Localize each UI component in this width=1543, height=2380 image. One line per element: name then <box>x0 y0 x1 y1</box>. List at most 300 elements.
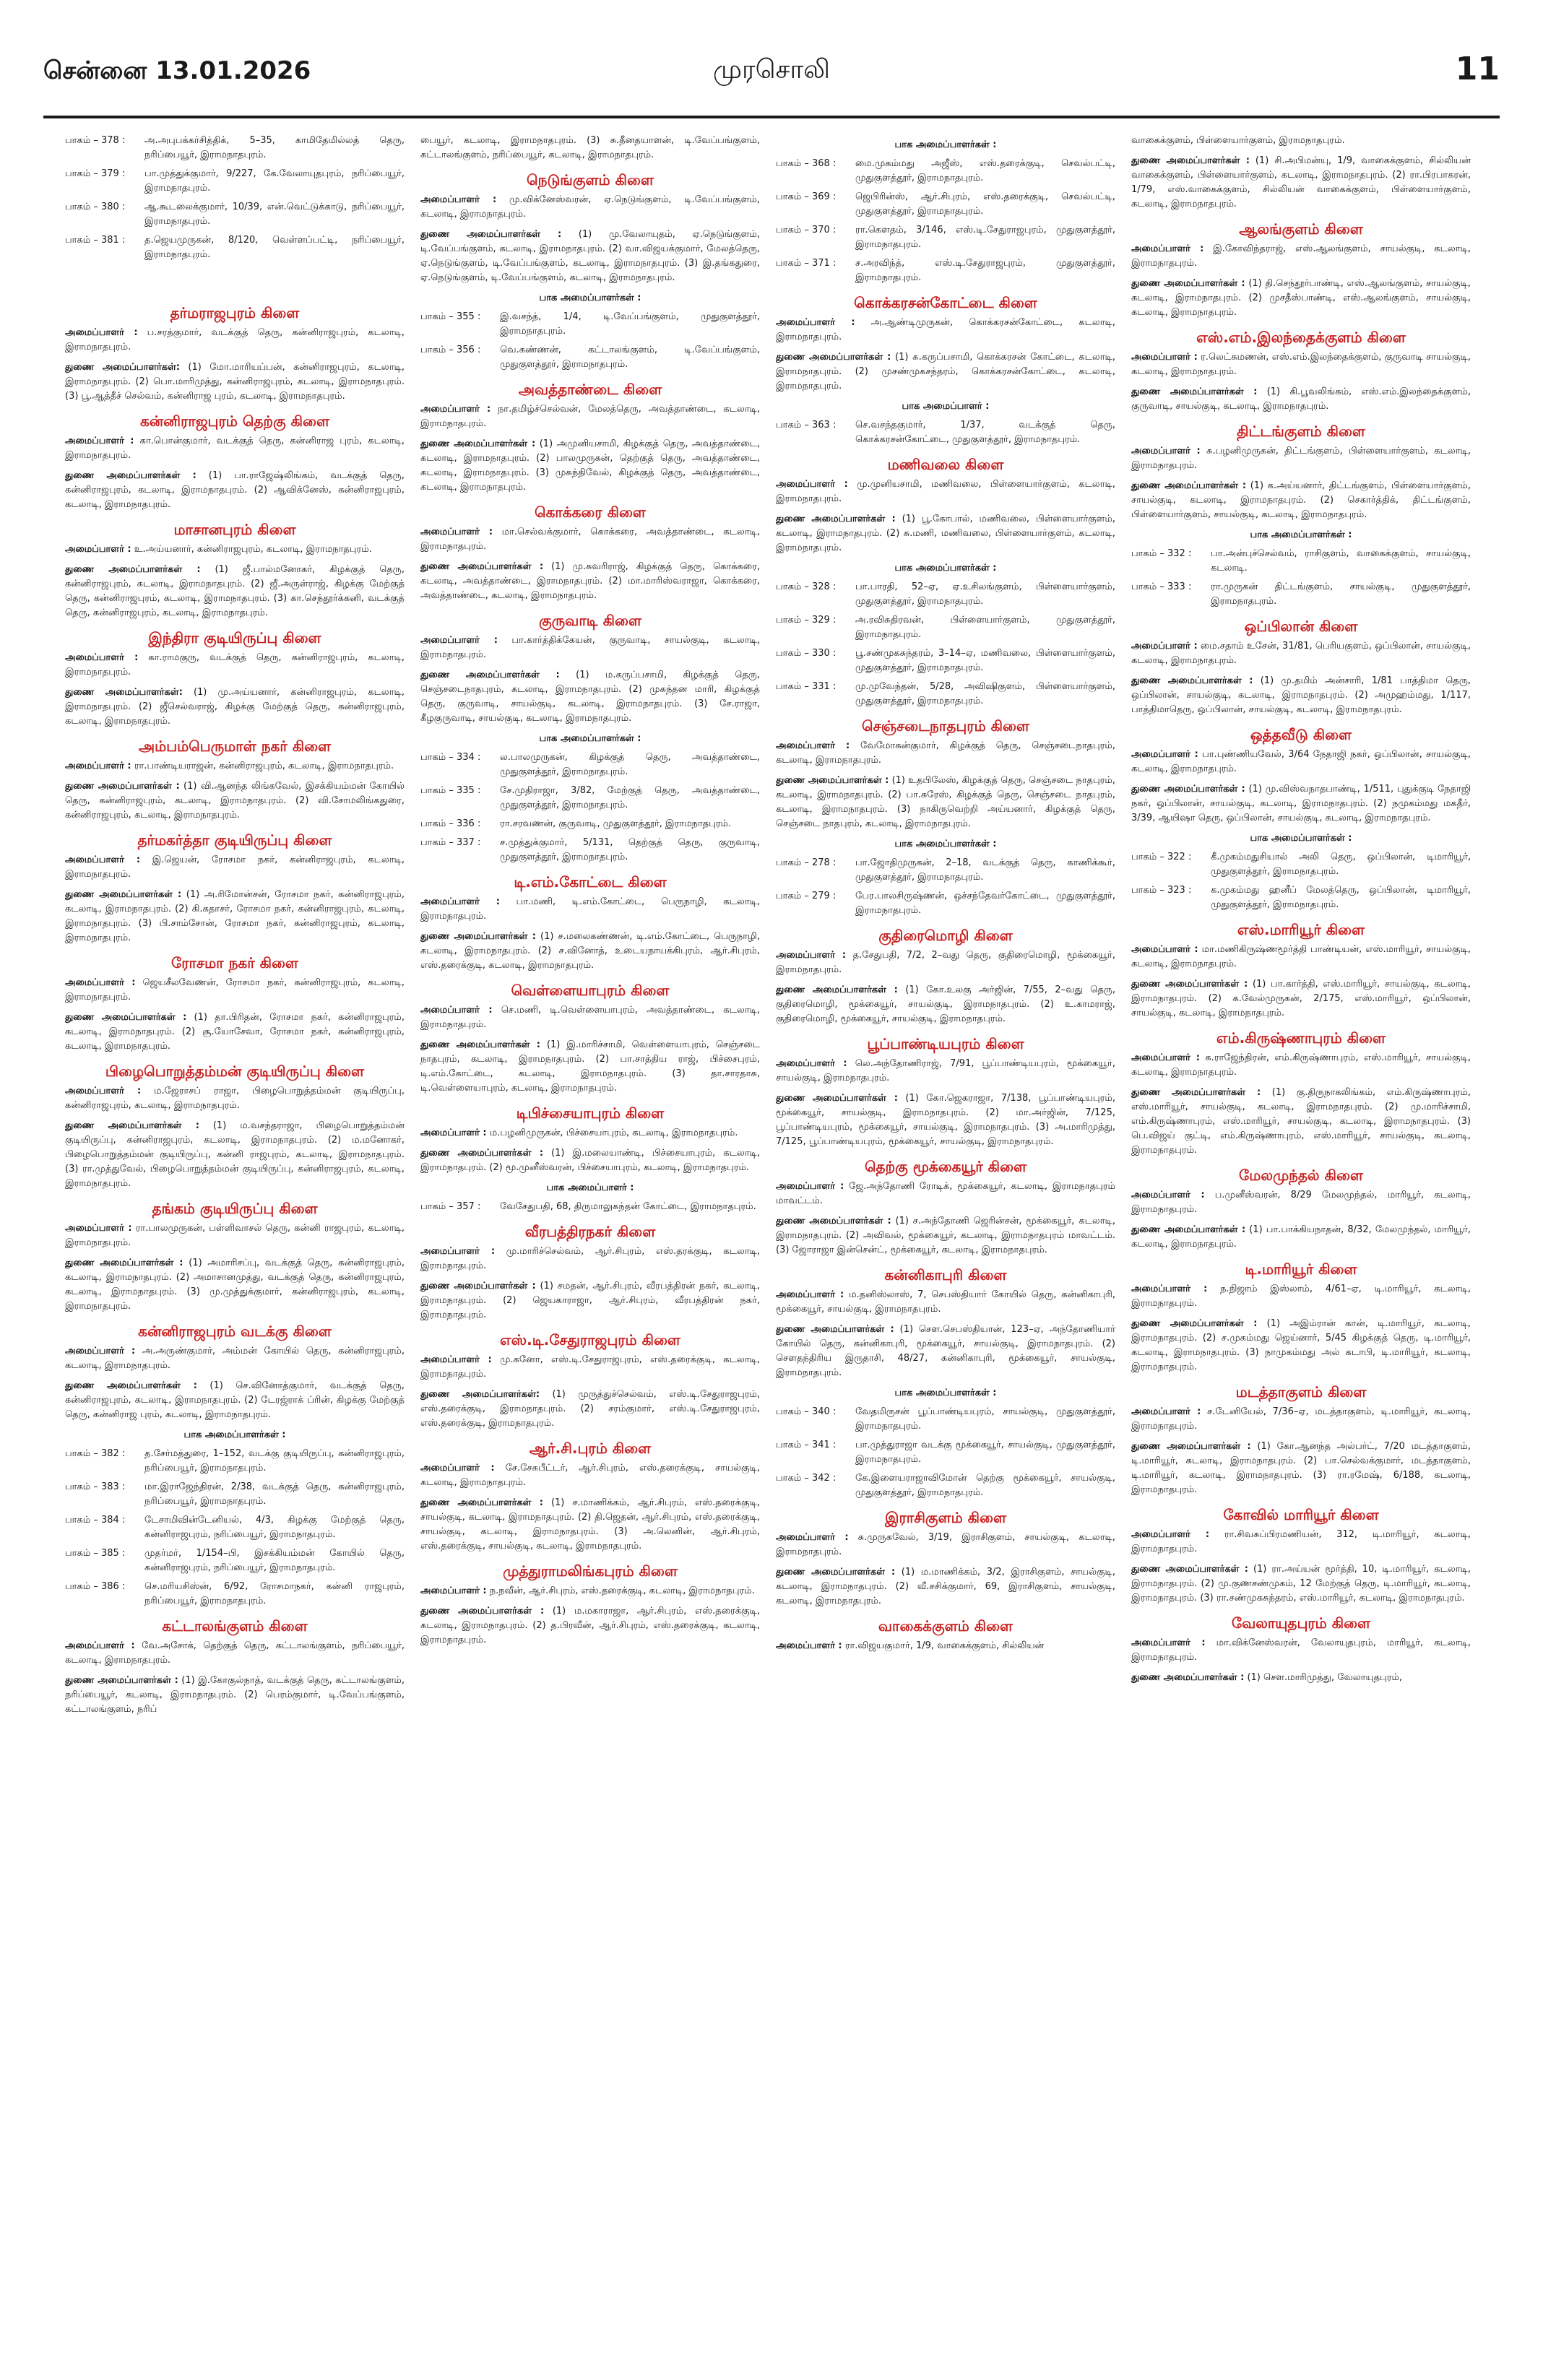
ward-entry <box>420 343 760 372</box>
appointee-details: ப.முனீஸ்வரன், 8/29 மேலமுந்தல், மாரியூர், கடலாடி, இராமநாதபுரம். <box>1131 1190 1471 1215</box>
role-label: துணை அமைப்பாளர்கள் : <box>1131 1318 1258 1329</box>
role-label: துணை அமைப்பாளர்கள் : <box>420 1497 543 1508</box>
appointee-details: (1) பா.ராஜேஷ்லிங்கம், வடக்குத் தெரு, கன்னிராஜபுரம், கடலாடி, இராமநாதபுரம். (2) ஆவிக்னேஸ், கன்னிராஜபுரம், கடலாடி, இராமநாதபுரம். <box>65 470 405 510</box>
appointment-paragraph <box>65 542 405 557</box>
appointee-details: மு.விக்னேஸ்வரன், ஏ.நெடுங்குளம், டி.வேப்பங்குளம், கடலாடி, இராமநாதபுரம். <box>420 194 760 220</box>
appointee-details: (1) இ.மாரிச்சாமி, வெள்ளையாபுரம், செஞ்சடை நாதபுரம், கடலாடி, இராமநாதபுரம். (2) பா.சாத்திய ராஜ், பிச்சைபுரம், டி.எம்.கோட்டை, கடலாடி, இராமநாதபுரம். (3) தா.சாரதாசு, டி.வெள்ளையாபுரம், கடலாடி, இராமநாதபுரம். <box>420 1039 760 1094</box>
branch-heading: மணிவலை கிளை <box>887 456 1004 473</box>
role-label: துணை அமைப்பாளர்கள் : <box>65 1012 187 1023</box>
role-label: துணை அமைப்பாளர்கள் : <box>65 1675 178 1686</box>
appointment-paragraph <box>420 1496 760 1554</box>
appointment-paragraph <box>776 1323 1115 1380</box>
appointment-paragraph <box>65 1379 405 1422</box>
appointment-paragraph <box>65 976 405 1005</box>
appointment-paragraph <box>1131 1671 1471 1685</box>
role-label: அமைப்பாளர் : <box>1131 641 1198 652</box>
role-label: துணை அமைப்பாளர்கள் : <box>1131 1672 1245 1683</box>
appointee-details: (1) ச.மாணிக்கம், ஆர்.சிபுரம், எஸ்.தரைக்குடி, சாயல்குடி, கடலாடி, இராமநாதபுரம். (2) தி.ஜெதன், ஆர்.சிபுரம், எஸ்.தரைக்குடி, சாயல்குடி, கடலாடி, இராமநாதபுரம். (3) அ.லெனின், ஆர்.சிபுரம், எஸ்.தரைக்குடி, சாயல்குடி, கடலாடி, இராமநாதபுரம். <box>420 1497 760 1552</box>
appointment-paragraph <box>776 512 1115 555</box>
appointee-details: (1) ம.கருப்பசாமி, கிழக்குத் தெரு, செஞ்சடைநாதபுரம், கடலாடி, இராமநாதபுரம். (2) முசுந்தன மாரி, கிழக்குத் தெரு, குருவாடி, சாயல்குடி, கடலாடி, இராமநாதபுரம். (3) சே.ராஜா, கீழகுருவாடி, சாயல்குடி, கடலாடி, இராமநாதபுரம். <box>420 670 760 724</box>
ward-number: பாகம் – 322 : <box>1131 852 1192 862</box>
ward-entry <box>1131 883 1471 912</box>
ward-entry <box>65 1447 405 1476</box>
role-label: அமைப்பாளர் : <box>420 1128 487 1138</box>
appointment-paragraph <box>420 228 760 285</box>
appointee-details: (1) தி.செந்தூர்பாண்டி, எஸ்.ஆலங்குளம், சாயல்குடி, கடலாடி, இராமநாதபுரம். (2) முசதீஸ்பாண்டி, எஸ்.ஆலங்குளம், சாயல்குடி, கடலாடி, இராமநாதபுரம். <box>1131 278 1471 318</box>
appointment-paragraph <box>65 563 405 620</box>
ward-entry <box>420 817 760 831</box>
appointment-paragraph <box>776 983 1115 1026</box>
appointment-paragraph <box>1131 782 1471 826</box>
branch-heading: தர்மகர்த்தா குடியிருப்பு கிளை <box>137 831 332 849</box>
role-label: துணை அமைப்பாளர்கள் : <box>776 514 896 524</box>
appointment-paragraph <box>65 853 405 882</box>
role-label: அமைப்பாளர் : <box>65 854 141 865</box>
appointee-details: (1) மு.சுவரிராஜ், கிழக்குத் தெரு, கொக்கரை, கடலாடி, அவத்தாண்டை, இராமநாதபுரம். (2) மா.மாரிஸ்வராஜா, கொக்கரை, அவத்தாண்டை, கடலாடி, இராமநாதபுரம். <box>420 561 760 601</box>
appointment-paragraph <box>776 1639 1115 1653</box>
ward-number: பாகம் – 336 : <box>420 818 481 829</box>
column-1 <box>65 134 405 2358</box>
ward-number: பாகம் – 370 : <box>776 225 837 235</box>
appointment-paragraph <box>776 948 1115 977</box>
appointee-details: மை.சதாம் உசேன், 31/81, பெரியகுளம், ஒப்பிலான், சாயல்குடி, கடலாடி, இராமநாதபுரம். <box>1131 641 1471 666</box>
branch-heading: மாசானபுரம் கிளை <box>173 521 296 538</box>
role-label: துணை அமைப்பாளர்கள் : <box>420 561 544 572</box>
appointment-paragraph <box>1131 639 1471 668</box>
appointee-details: ந.நவீன், ஆர்.சிபுரம், எஸ்.தரைக்குடி, கடலாடி, இராமநாதபுரம். <box>489 1585 755 1596</box>
role-label: அமைப்பாளர் : <box>1131 243 1204 254</box>
column-4 <box>1131 134 1471 2358</box>
appointment-paragraph <box>420 1461 760 1490</box>
appointment-paragraph <box>65 888 405 945</box>
ward-appointee: ஜெபிரின்ஸ், ஆர்.சிபுரம், எஸ்.தரைக்குடி, செவல்பட்டி, முதுகுளத்தூர், இராமநாதபுரம். <box>855 191 1115 217</box>
appointee-details: வே.அசோக், தெற்குத் தெரு, கட்டாலங்குளம், நரிப்பையூர், கடலாடி, இராமநாதபுரம். <box>65 1640 405 1666</box>
role-label: அமைப்பாளர் : <box>65 544 131 555</box>
role-label: அமைப்பாளர் : <box>420 527 493 537</box>
role-label: அமைப்பாளர் : <box>420 404 491 415</box>
role-label: துணை அமைப்பாளர்கள் : <box>1131 979 1248 990</box>
ward-appointee: ல.பாலமுருகன், கிழக்குத் தெரு, அவத்தாண்டை, முதுகுளத்தூர், இராமநாதபுரம். <box>500 752 760 777</box>
branch-heading: பிழைபொறுத்தம்மன் குடியிருப்பு கிளை <box>105 1063 365 1080</box>
appointment-paragraph <box>1131 154 1471 212</box>
appointment-paragraph <box>776 477 1115 506</box>
appointment-paragraph <box>776 1057 1115 1086</box>
role-label: துணை அமைப்பாளர்கள் : <box>776 1324 894 1335</box>
appointment-paragraph <box>65 685 405 729</box>
appointee-details: (1) சௌ.மாரிமுத்து, வேலாயுதபுரம், <box>1247 1672 1403 1683</box>
branch-heading: டி.மாரியூர் கிளை <box>1245 1260 1357 1278</box>
ward-number: பாகம் – 368 : <box>776 158 837 169</box>
ward-appointee: அ.ரவிசுதிரவன், பிள்ளையார்குளம், முதுகுளத்தூர், இராமநாதபுரம். <box>855 615 1115 640</box>
ward-entry <box>65 1480 405 1509</box>
appointee-details: (1) மு.வேலாயுதம், ஏ.நெடுங்குளம், டி.வேப்பங்குளம், கடலாடி, இராமநாதபுரம். (2) வா.விஜயக்குமார், மேலத்தெரு, ஏ.நெடுங்குளம், டி.வேப்பங்குளம், கடலாடி, இராமநாதபுரம். (3) இ.தங்கதுரை, ஏ.நெடுங்குளம், டி.வேப்பங்குளம், கடலாடி, இராமநாதபுரம். <box>420 229 760 283</box>
continued-text: வாகைக்குளம், பிள்ளையார்குளம், இராமநாதபுரம். <box>1131 135 1345 146</box>
ward-entry <box>776 856 1115 885</box>
appointment-paragraph <box>65 651 405 680</box>
appointment-paragraph <box>420 895 760 924</box>
role-label: துணை அமைப்பாளர்கள் : <box>420 1606 545 1617</box>
role-label: அமைப்பாளர் : <box>65 1640 135 1651</box>
appointment-paragraph <box>420 668 760 726</box>
appointee-details: (1) ம.மாணிக்கம், 3/2, இராசிகுளம், சாயல்குடி, கடலாடி, இராமநாதபுரம். (2) வீ.சசிக்குமார், 69, இராசிகுளம், சாயல்குடி, கடலாடி, இராமநாதபுரம். <box>776 1567 1115 1606</box>
appointment-paragraph <box>420 1126 760 1141</box>
role-label: துணை அமைப்பாளர்கள் : <box>1131 675 1253 686</box>
appointee-details: கா.பொன்குமார், வடக்குத் தெரு, கன்னிராஜ புரம், கடலாடி, இராமநாதபுரம். <box>65 436 405 461</box>
ward-entry <box>776 613 1115 642</box>
role-label: துணை அமைப்பாளர்கள் : <box>65 1380 197 1391</box>
role-label: துணை அமைப்பாளர்கள்: <box>65 687 183 698</box>
ward-number: பாகம் – 383 : <box>65 1481 126 1492</box>
role-label: துணை அமைப்பாளர்கள் : <box>776 1216 891 1226</box>
appointee-details: மா.மணிகிருஷ்ணமூர்த்தி பாண்டியன், எஸ்.மாரியூர், சாயல்குடி, கடலாடி, இராமநாதபுரம். <box>1131 944 1471 969</box>
appointment-paragraph <box>65 759 405 774</box>
role-label: துணை அமைப்பாளர்கள் : <box>420 1148 544 1159</box>
ward-appointee: ச.முத்துக்குமார், 5/131, தெற்குத் தெரு, குருவாடி, முதுகுளத்தூர், இராமநாதபுரம். <box>500 837 760 862</box>
branch-heading: அம்பம்பெருமாள் நகர் கிளை <box>138 737 332 755</box>
appointee-details: மா.விக்னேஸ்வரன், வேலாயுதபுரம், மாரியூர், கடலாடி, இராமநாதபுரம். <box>1131 1637 1471 1663</box>
appointment-paragraph <box>65 1344 405 1373</box>
role-label: துணை அமைப்பாளர்கள் : <box>776 775 889 786</box>
role-label: அமைப்பாளர் : <box>776 1532 849 1543</box>
branch-heading: முத்துராமலிங்கபுரம் கிளை <box>503 1562 678 1580</box>
appointee-details: (1) ம.மகாராஜா, ஆர்.சிபுரம், எஸ்.தரைக்குடி, கடலாடி, இராமநாதபுரம். (2) த.பிரவீன், ஆர்.சிபுரம், எஸ்.தரைக்குடி, கடலாடி, இராமநாதபுரம். <box>420 1606 760 1645</box>
role-label: துணை அமைப்பாளர்கள் : <box>1131 1564 1248 1575</box>
appointee-details: (1) அ.ரிமோன்சன், ரோசமா நகர், கன்னிராஜபுரம், கடலாடி, இராமநாதபுரம். (2) கி.கதாசர், ரோசமா நகர், கன்னிராஜபுரம், கடலாடி, இராமநாதபுரம். (3) பி.சாம்சோன், ரோசமா நகர், கன்னிராஜபுரம், கடலாடி, இராமநாதபுரம். <box>65 889 405 943</box>
appointment-paragraph <box>776 1288 1115 1317</box>
ward-entry <box>776 418 1115 447</box>
appointee-details: (1) அமுனியசாமி, கிழக்குத் தெரு, அவத்தாண்டை, கடலாடி, இராமநாதபுரம். (2) பாலமுருகன், தெற்குத் தெரு, அவத்தாண்டை, கடலாடி, இராமநாதபுரம். (3) முசுந்திவேல், கிழக்குத் தெரு, அவத்தாண்டை, கடலாடி, இராமநாதபுரம். <box>420 438 760 493</box>
branch-heading: தங்கம் குடியிருப்பு கிளை <box>152 1200 318 1217</box>
branch-heading: இராசிகுளம் கிளை <box>884 1509 1007 1526</box>
role-label: துணை அமைப்பாளர்கள் : <box>65 1120 199 1131</box>
ward-appointee: த.சேர்மத்துரை, 1–152, வடக்கு குடியிருப்பு, கன்னிராஜபுரம், நரிப்பையூர், இராமநாதபுரம். <box>144 1448 405 1474</box>
ward-appointee: ஆ.கூடலைக்குமார், 10/39, என்.வெட்டுக்காடு, நரிப்பையூர், இராமநாதபுரம். <box>144 202 405 227</box>
role-label: அமைப்பாளர் : <box>65 1223 132 1234</box>
appointment-paragraph <box>65 1119 405 1191</box>
appointment-paragraph <box>776 1531 1115 1559</box>
appointment-paragraph <box>420 402 760 431</box>
ward-number: பாகம் – 363 : <box>776 420 837 430</box>
branch-heading: கோவில் மாரியூர் கிளை <box>1223 1506 1379 1523</box>
role-label: அமைப்பாளர் : <box>1131 1052 1200 1063</box>
appointee-details: சு.பழனிமுருகன், திட்டங்குளம், பிள்ளையார்குளம், கடலாடி, இராமநாதபுரம். <box>1131 446 1471 471</box>
ward-entry <box>776 1471 1115 1500</box>
ward-number: பாகம் – 332 : <box>1131 548 1192 559</box>
role-label: அமைப்பாளர் : <box>420 1354 492 1365</box>
appointment-paragraph <box>65 1011 405 1054</box>
branch-heading: செஞ்சடைநாதபுரம் கிளை <box>862 717 1029 735</box>
role-label: அமைப்பாளர் : <box>420 896 500 907</box>
appointment-paragraph <box>65 1221 405 1250</box>
appointment-paragraph <box>65 779 405 823</box>
appointment-paragraph <box>420 1353 760 1382</box>
ward-number: பாகம் – 357 : <box>420 1201 481 1212</box>
appointment-paragraph <box>776 1091 1115 1149</box>
role-label: அமைப்பாளர் : <box>65 652 139 663</box>
subheading: பாக அமைப்பாளர்கள் : <box>894 139 997 150</box>
appointee-details: (1) ச.அந்தோணி ஜெரின்சன், மூக்கையூர், கடலாடி, இராமநாதபுரம். (2) அவிவல், மூக்கையூர், கடலாடி, இராமநாதபுரம் மாவட்டம். (3) ஜோராஜா இன்சென்ட், மூக்கையூர், கடலாடி, இராமநாதபுரம். <box>776 1216 1115 1255</box>
ward-entry <box>65 1546 405 1575</box>
role-label: அமைப்பாளர் : <box>1131 1637 1206 1648</box>
branch-heading: குதிரைமொழி கிளை <box>878 927 1013 944</box>
role-label: துணை அமைப்பாளர்கள் : <box>1131 480 1247 491</box>
appointment-paragraph <box>1131 748 1471 776</box>
appointee-details: ரா.சிவசுப்பிரமணியன், 312, டி.மாரியூர், கடலாடி, இராமநாதபுரம். <box>1131 1529 1471 1554</box>
branch-heading: குருவாடி கிளை <box>538 612 642 629</box>
subheading: பாக அமைப்பாளர்கள் : <box>1250 529 1352 540</box>
ward-number: பாகம் – 369 : <box>776 191 837 202</box>
ward-appointee: பா.ஜோதிமுருகன், 2–18, வடக்குத் தெரு, காணிக்கூர், முதுகுளத்தூர், இராமநாதபுரம். <box>855 857 1115 883</box>
role-label: அமைப்பாளர் : <box>65 1086 142 1096</box>
role-label: அமைப்பாளர் : <box>776 1058 847 1069</box>
ward-entry <box>776 889 1115 918</box>
appointee-details: லெ.அந்தோணிராஜ், 7/91, பூப்பாண்டியபுரம், மூக்கையூர், சாயல்குடி, இராமநாதபுரம். <box>776 1058 1115 1083</box>
ward-number: பாகம் – 385 : <box>65 1548 126 1559</box>
subheading: பாக அமைப்பாளர் : <box>902 401 990 412</box>
branch-heading: இந்திரா குடியிருப்பு கிளை <box>148 629 321 646</box>
role-label: அமைப்பாளர் : <box>1131 1529 1210 1540</box>
role-label: அமைப்பாளர் : <box>1131 1284 1208 1294</box>
role-label: அமைப்பாளர் : <box>420 1463 495 1474</box>
branch-heading: வாகைக்குளம் கிளை <box>878 1617 1013 1635</box>
appointee-details: (1) தா.பிரிதன், ரோசமா நகர், கன்னிராஜபுரம், கடலாடி, இராமநாதபுரம். (2) சூ.யோசேவா, ரோசமா நகர், கன்னிராஜபுரம், கடலாடி, இராமநாதபுரம். <box>65 1012 405 1052</box>
branch-heading: கட்டாலங்குளம் கிளை <box>162 1617 308 1635</box>
appointee-details: நா.தமிழ்ச்செல்வன், மேலத்தெரு, அவத்தாண்டை, கடலாடி, இராமநாதபுரம். <box>420 404 760 429</box>
appointee-details: மா.செல்வக்குமார், கொக்கரை, அவத்தாண்டை, கடலாடி, இராமநாதபுரம். <box>420 527 760 552</box>
ward-number: பாகம் – 330 : <box>776 648 837 659</box>
appointee-details: (1) மு.தமிம் அன்சாரி, 1/81 பாத்திமா தெரு, ஒப்பிலான், சாயல்குடி, கடலாடி, இராமநாதபுரம். (2) அமுஹம்மது, 1/117, பாத்திமாதெரு, ஒப்பிலான், சாயல்குடி, கடலாடி, இராமநாதபுரம். <box>1131 675 1471 715</box>
ward-appointee: வேசேதுபதி, 68, திருமாலுகந்தன் கோட்டை, இராமநாதபுரம். <box>500 1201 756 1212</box>
subheading: பாக அமைப்பாளர்கள் : <box>894 563 997 574</box>
appointment-paragraph <box>65 469 405 512</box>
ward-number: பாகம் – 337 : <box>420 837 481 848</box>
ward-number: பாகம் – 378 : <box>65 135 126 146</box>
role-label: அமைப்பாளர் : <box>776 1181 844 1192</box>
appointment-paragraph <box>420 193 760 222</box>
appointee-details: (1) ஜீ.பால்மனோகர், கிழக்குத் தெரு, கன்னிராஜபுரம், கடலாடி, இராமநாதபுரம். (2) ஜீ.அருள்ராஜ், கிழக்கு மேற்குத் தெரு, கன்னிராஜபுரம், கடலாடி, இராமநாதபுரம். (3) கா.செந்தூர்க்கனி, வடக்குத் தெரு, கன்னிராஜபுரம், கடலாடி, இராமநாதபுரம். <box>65 564 405 618</box>
role-label: துணை அமைப்பாளர்கள் : <box>420 931 536 942</box>
ward-number: பாகம் – 380 : <box>65 202 126 212</box>
ward-number: பாகம் – 323 : <box>1131 885 1192 896</box>
role-label: துணை அமைப்பாளர்கள் : <box>1131 784 1245 795</box>
role-label: அமைப்பாளர் : <box>776 1289 844 1300</box>
appointee-details: மு.கனோ, எஸ்.டி.சேதுராஜபுரம், எஸ்.தரைக்குடி, கடலாடி, இராமநாதபுரம். <box>420 1354 760 1380</box>
ward-number: பாகம் – 331 : <box>776 681 837 692</box>
appointment-paragraph <box>1131 444 1471 473</box>
appointee-details: பா.புண்ணியவேல், 3/64 நேதாஜி நகர், ஒப்பிலான், சாயல்குடி, கடலாடி, இராமநாதபுரம். <box>1131 749 1471 774</box>
ward-number: பாகம் – 329 : <box>776 615 837 626</box>
appointment-paragraph <box>420 1584 760 1598</box>
role-label: அமைப்பாளர் : <box>1131 446 1201 456</box>
branch-heading: ஆலங்குளம் கிளை <box>1239 220 1363 238</box>
ward-appointee: ரா.கௌதம், 3/146, எஸ்.டி.சேதுராஜபுரம், முதுகுளத்தூர், இராமநாதபுரம். <box>855 225 1115 250</box>
appointee-details: மு.மாரிச்செல்வம், ஆர்.சிபுரம், எஸ்.தரக்குடி, கடலாடி, இராமநாதபுரம். <box>420 1246 760 1271</box>
ward-number: பாகம் – 279 : <box>776 891 837 901</box>
appointment-paragraph <box>420 1604 760 1648</box>
role-label: அமைப்பாளர் : <box>65 761 131 771</box>
appointee-details: (1) இ.மலையாண்டி, பிச்சையாபுரம், கடலாடி, இராமநாதபுரம். (2) மூ.முனீஸ்வரன், பிச்சையாபுரம், கடலாடி, இராமநாதபுரம். <box>420 1148 760 1173</box>
role-label: துணை அமைப்பாளர்கள் : <box>65 889 182 900</box>
appointment-paragraph <box>420 1388 760 1431</box>
appointee-details: (1) பூ.கோபால், மணிவலை, பிள்ளையார்குளம், கடலாடி, இராமநாதபுரம். (2) சு.மணி, மணிவலை, பிள்ளையார்குளம், கடலாடி, இராமநாதபுரம். <box>776 514 1115 553</box>
ward-appointee: பா.முத்துராஜா வடக்கு மூக்கையூர், சாயல்குடி, முதுகுளத்தூர், இராமநாதபுரம். <box>855 1440 1115 1465</box>
appointee-details: ப.சரத்குமார், வடக்குத் தெரு, கன்னிராஜபுரம், கடலாடி, இராமநாதபுரம். <box>65 327 405 352</box>
role-label: அமைப்பாளர் : <box>65 436 134 446</box>
appointee-details: கா.ராமகுரு, வடக்குத் தெரு, கன்னிராஜபுரம், கடலாடி, இராமநாதபுரம். <box>65 652 405 678</box>
ward-entry <box>420 836 760 865</box>
role-label: துணை அமைப்பாளர்கள் : <box>65 564 201 575</box>
role-label: துணை அமைப்பாளர்கள் : <box>65 781 180 792</box>
ward-entry <box>65 1580 405 1609</box>
branch-heading: நெடுங்குளம் கிளை <box>527 171 654 189</box>
role-label: துணை அமைப்பாளர்கள் : <box>420 438 536 449</box>
appointee-details: ந.நிஜாம் இஸ்லாம், 4/61–ஏ, டி.மாரியூர், கடலாடி, இராமநாதபுரம். <box>1131 1284 1471 1309</box>
appointee-details: (1) மு.விஸ்வநாதபாண்டி, 1/511, புதுக்குடி நேதாஜி நகர், ஒப்பிலான், சாயல்குடி, கடலாடி, இராமநாதபுரம். (2) நமுகம்மது மகதீர், 3/39, ஆயிஷா தெரு, ஒப்பிலான், சாயல்குடி, கடலாடி, இராமநாதபுரம். <box>1131 784 1471 823</box>
appointment-paragraph <box>420 1245 760 1273</box>
appointee-details: ரா.பாலமுருகன், பள்ளிவாசல் தெரு, கன்னி ராஜபுரம், கடலாடி, இராமநாதபுரம். <box>65 1223 405 1248</box>
branch-heading: தெற்கு மூக்கையூர் கிளை <box>864 1158 1027 1175</box>
appointment-paragraph <box>65 1639 405 1668</box>
appointee-details: இ.கோவிந்தராஜ், எஸ்.ஆலங்குளம், சாயல்குடி, கடலாடி, இராமநாதபுரம். <box>1131 243 1471 269</box>
subheading: பாக அமைப்பாளர்கள் : <box>183 1429 286 1440</box>
ward-number: பாகம் – 381 : <box>65 235 126 246</box>
subheading: பாக அமைப்பாளர்கள் : <box>539 293 641 303</box>
role-label: அமைப்பாளர் : <box>1131 749 1198 760</box>
role-label: துணை அமைப்பாளர்கள்: <box>65 362 181 373</box>
ward-entry <box>65 200 405 229</box>
appointment-paragraph <box>65 326 405 355</box>
role-label: அமைப்பாளர் : <box>65 977 136 988</box>
ward-appointee: முதர்மர், 1/154–பி, இசக்கியம்மன் கோயில் தெரு, கன்னிராஜபுரம், நரிப்பையூர், இராமநாதபுரம். <box>144 1548 405 1573</box>
column-3 <box>776 134 1115 2358</box>
ward-number: பாகம் – 355 : <box>420 311 481 322</box>
appointee-details: (1) கு.திருநாகலிங்கம், எம்.கிருஷ்ணாபுரம், எஸ்.மாரியூர், சாயல்குடி, கடலாடி, இராமநாதபுரம். (2) மு.மாரிச்சாமி, எம்.கிருஷ்ணாபுரம், எஸ்.மாரியூர், சாயல்குடி, கடலாடி, இராமநாதபுரம். (3) பெ.விஜய் குட்டி, எம்.கிருஷ்ணாபுரம், எஸ்.மாரியூர், சாயல்குடி, கடலாடி, இராமநாதபுரம். <box>1131 1087 1471 1156</box>
role-label: துணை அமைப்பாளர்கள் : <box>420 229 562 240</box>
role-label: அமைப்பாளர் : <box>1131 1406 1201 1417</box>
appointee-details: பா.கார்த்திக்கேயன், குருவாடி, சாயல்குடி, கடலாடி, இராமநாதபுரம். <box>420 635 760 660</box>
branch-heading: ஒப்பிலான் கிளை <box>1244 618 1358 635</box>
ward-appointee: பா.அன்புச்செல்வம், ராசிகுளம், வாகைக்குளம், சாயல்குடி, கடலாடி. <box>1211 548 1471 574</box>
appointment-paragraph <box>1131 1317 1471 1375</box>
appointment-paragraph <box>1131 1562 1471 1606</box>
masthead <box>43 49 1500 95</box>
branch-heading: வீரபத்திரநகர் கிளை <box>524 1223 656 1240</box>
role-label: அமைப்பாளர் : <box>776 950 847 961</box>
appointee-details: பா.மணி, டி.எம்.கோட்டை, பெருநாழி, கடலாடி, இராமநாதபுரம். <box>420 896 760 922</box>
ward-appointee: சே.முதிராஜா, 3/82, மேற்குத் தெரு, அவத்தாண்டை, முதுகுளத்தூர், இராமநாதபுரம். <box>500 785 760 810</box>
ward-appointee: செ.வசந்தகுமார், 1/37, வடக்குத் தெரு, கொக்கரசன்கோட்டை, முதுகுளத்தூர், இராமநாதபுரம். <box>855 420 1115 445</box>
ward-entry <box>420 310 760 339</box>
role-label: துணை அமைப்பாளர்கள் : <box>776 1567 896 1578</box>
appointee-details: மு.முனியசாமி, மணிவலை, பிள்ளையார்குளம், கடலாடி, இராமநாதபுரம். <box>776 479 1115 504</box>
ward-number: பாகம் – 371 : <box>776 258 837 269</box>
appointment-paragraph <box>65 1084 405 1113</box>
role-label: அமைப்பாளர் : <box>420 1246 496 1257</box>
ward-number: பாகம் – 356 : <box>420 345 481 355</box>
ward-entry <box>776 157 1115 186</box>
appointee-details: ம.பழனிமுருகன், பிச்சையாபுரம், கடலாடி, இராமநாதபுரம். <box>489 1128 738 1138</box>
ward-entry <box>776 680 1115 709</box>
subheading: பாக அமைப்பாளர்கள் : <box>539 733 641 744</box>
ward-number: பாகம் – 342 : <box>776 1473 837 1484</box>
role-label: துணை அமைப்பாளர்கள் : <box>420 670 560 680</box>
role-label: அமைப்பாளர் : <box>65 1346 136 1356</box>
appointment-paragraph <box>420 525 760 554</box>
ward-entry <box>776 223 1115 252</box>
appointment-paragraph <box>1131 1051 1471 1080</box>
appointee-details: (1) முருத்துச்செல்வம், எஸ்.டி.சேதுராஜபுரம், எஸ்.தரைக்குடி, இராமநாதபுரம். (2) சரம்குமார், எஸ்.டி.சேதுராஜபுரம், எஸ்.தரைக்குடி, இராமநாதபுரம். <box>420 1389 760 1429</box>
page-number: 11 <box>1455 51 1500 87</box>
role-label: அமைப்பாளர் : <box>420 1585 487 1596</box>
appointment-paragraph <box>1131 479 1471 522</box>
branch-heading: கன்னிராஜபுரம் வடக்கு கிளை <box>138 1323 332 1340</box>
appointment-paragraph <box>1131 1282 1471 1311</box>
appointment-paragraph <box>776 1565 1115 1609</box>
ward-appointee: ச.அரவிந்த், எஸ்.டி.சேதுராஜபுரம், முதுகுளத்தூர், இராமநாதபுரம். <box>855 258 1115 283</box>
appointee-details: (1) சௌ.செபஸ்தியான், 123–ஏ, அந்தோணியார் கோயில் தெரு, கன்னிகாபுரி, மூக்கையூர், சாயல்குடி, இராமநாதபுரம். (2) சௌதந்திரிய இருதாசி, 48/27, கன்னிகாபுரி, மூக்கையூர், சாயல்குடி, இராமநாதபுரம். <box>776 1324 1115 1378</box>
branch-heading: திட்டங்குளம் கிளை <box>1237 423 1365 440</box>
ward-number: பாகம் – 384 : <box>65 1515 126 1526</box>
ward-number: பாகம் – 340 : <box>776 1406 837 1417</box>
role-label: துணை அமைப்பாளர்கள் : <box>65 1258 183 1268</box>
appointee-details: க.ராஜேந்திரன், எம்.கிருஷ்ணாபுரம், எஸ்.மாரியூர், சாயல்குடி, கடலாடி, இராமநாதபுரம். <box>1131 1052 1471 1078</box>
appointee-details: ச.டேனியேல், 7/36–ஏ, மடத்தாகுளம், டி.மாரியூர், கடலாடி, இராமநாதபுரம். <box>1131 1406 1471 1432</box>
role-label: துணை அமைப்பாளர்கள் : <box>776 352 891 363</box>
appointment-paragraph <box>420 1038 760 1096</box>
appointee-details: (1) ம.வசந்தராஜா, பிழைபொறுத்தம்மன் குடியிருப்பு, கன்னிராஜபுரம், கடலாடி, இராமநாதபுரம். (2) ம.மனோகர், பிழைபொறுத்தம்மன் குடியிருப்பு, கன்னி ராஜபுரம், கடலாடி, இராமநாதபுரம். (3) ரா.முத்துவேல், பிழைபொறுத்தம்மன் குடியிருப்பு, கன்னிராஜபுரம், கடலாடி, இராமநாதபுரம். <box>65 1120 405 1189</box>
ward-appointee: பூ.சண்முகசுந்தரம், 3–14–ஏ, மணிவலை, பிள்ளையார்குளம், முதுகுளத்தூர், இராமநாதபுரம். <box>855 648 1115 673</box>
ward-appointee: இ.வசந்த், 1/4, டி.வேப்பங்குளம், முதுகுளத்தூர், இராமநாதபுரம். <box>500 311 760 337</box>
branch-heading: பூப்பாண்டியபுரம் கிளை <box>867 1035 1024 1052</box>
appointee-details: (1) கோ.ஜெகராஜா, 7/138, பூப்பாண்டியபுரம், மூக்கையூர், சாயல்குடி, இராமநாதபுரம். (2) மா.அர்ஜின், 7/125, பூப்பாண்டியபுரம், மூக்கையூர், சாயல்குடி, இராமநாதபுரம். (3) அ.மாரிமுத்து, 7/125, பூப்பாண்டியபுரம், மூக்கையூர், சாயல்குடி, இராமநாதபுரம். <box>776 1093 1115 1147</box>
branch-heading: மடத்தாகுளம் கிளை <box>1235 1383 1367 1401</box>
appointee-details: த.சேதுபதி, 7/2, 2–வது தெரு, குதிரைமொழி, மூக்கையூர், இராமநாதபுரம். <box>776 950 1115 975</box>
role-label: அமைப்பாளர் : <box>65 327 138 338</box>
appointee-details: (1) மு.அய்யனார், கன்னிராஜபுரம், கடலாடி, இராமநாதபுரம். (2) ஜீசெல்வராஜ், கிழக்கு மேற்குத் தெரு, கன்னிராஜபுரம், கடலாடி, இராமநாதபுரம். <box>65 687 405 727</box>
role-label: அமைப்பாளர் : <box>420 194 497 205</box>
branch-heading: மேலமுந்தல் கிளை <box>1239 1167 1363 1184</box>
appointment-paragraph <box>1131 943 1471 972</box>
column-2 <box>420 134 760 2358</box>
subheading: பாக அமைப்பாளர்கள் : <box>1250 833 1352 844</box>
branch-heading: எஸ்.டி.சேதுராஜபுரம் கிளை <box>500 1331 680 1349</box>
ward-appointee: டேசாமிவின்டேனியல், 4/3, கிழக்கு மேற்குத் தெரு, கன்னிராஜபுரம், நரிப்பையூர், இராமநாதபுரம். <box>144 1515 405 1540</box>
appointment-paragraph <box>420 1003 760 1032</box>
newspaper-name: முரசொலி <box>713 55 830 85</box>
appointment-paragraph <box>776 350 1115 394</box>
city-date: சென்னை 13.01.2026 <box>43 56 311 85</box>
ward-entry <box>776 190 1115 219</box>
appointment-paragraph <box>420 633 760 662</box>
appointment-paragraph <box>65 360 405 404</box>
appointment-paragraph <box>776 316 1115 345</box>
appointee-details: (1) சமதன், ஆர்.சிபுரம், வீரபத்திரன் நகர், கடலாடி, இராமநாதபுரம். (2) ஜெயகாராஜா, ஆர்.சிபுரம், வீரபத்திரன் நகர், இராமநாதபுரம். <box>420 1281 760 1320</box>
branch-heading: டி.எம்.கோட்டை கிளை <box>514 873 667 891</box>
appointee-details: இ.ஜெயன், ரோசமா நகர், கன்னிராஜபுரம், கடலாடி, இராமநாதபுரம். <box>65 854 405 880</box>
continued-text: பையூர், கடலாடி, இராமநாதபுரம். (3) சு.தீனதயாளன், டி.வேப்பங்குளம், கட்டாலங்குளம், நரிப்பையூர், கடலாடி, இராமநாதபுரம். <box>420 135 760 160</box>
ward-appointee: மு.முவேந்தன், 5/28, அவிஷிகுளம், பிள்ளையார்குளம், முதுகுளத்தூர், இராமநாதபுரம். <box>855 681 1115 706</box>
ward-appointee: வேதமிருசன் பூப்பாண்டியபுரம், சாயல்குடி, முதுகுளத்தூர், இராமநாதபுரம். <box>855 1406 1115 1432</box>
appointment-paragraph <box>776 739 1115 768</box>
role-label: துணை அமைப்பாளர்கள் : <box>420 1281 536 1291</box>
appointment-paragraph <box>1131 242 1471 271</box>
role-label: அமைப்பாளர் : <box>776 1640 842 1651</box>
ward-entry <box>65 134 405 163</box>
ward-entry <box>420 750 760 779</box>
appointment-paragraph <box>1131 277 1471 320</box>
ward-entry <box>1131 547 1471 576</box>
appointee-details: சே.சேசுபீட்டர், ஆர்.சிபுரம், எஸ்.தரைக்குடி, சாயல்குடி, கடலாடி, இராமநாதபுரம். <box>420 1463 760 1488</box>
